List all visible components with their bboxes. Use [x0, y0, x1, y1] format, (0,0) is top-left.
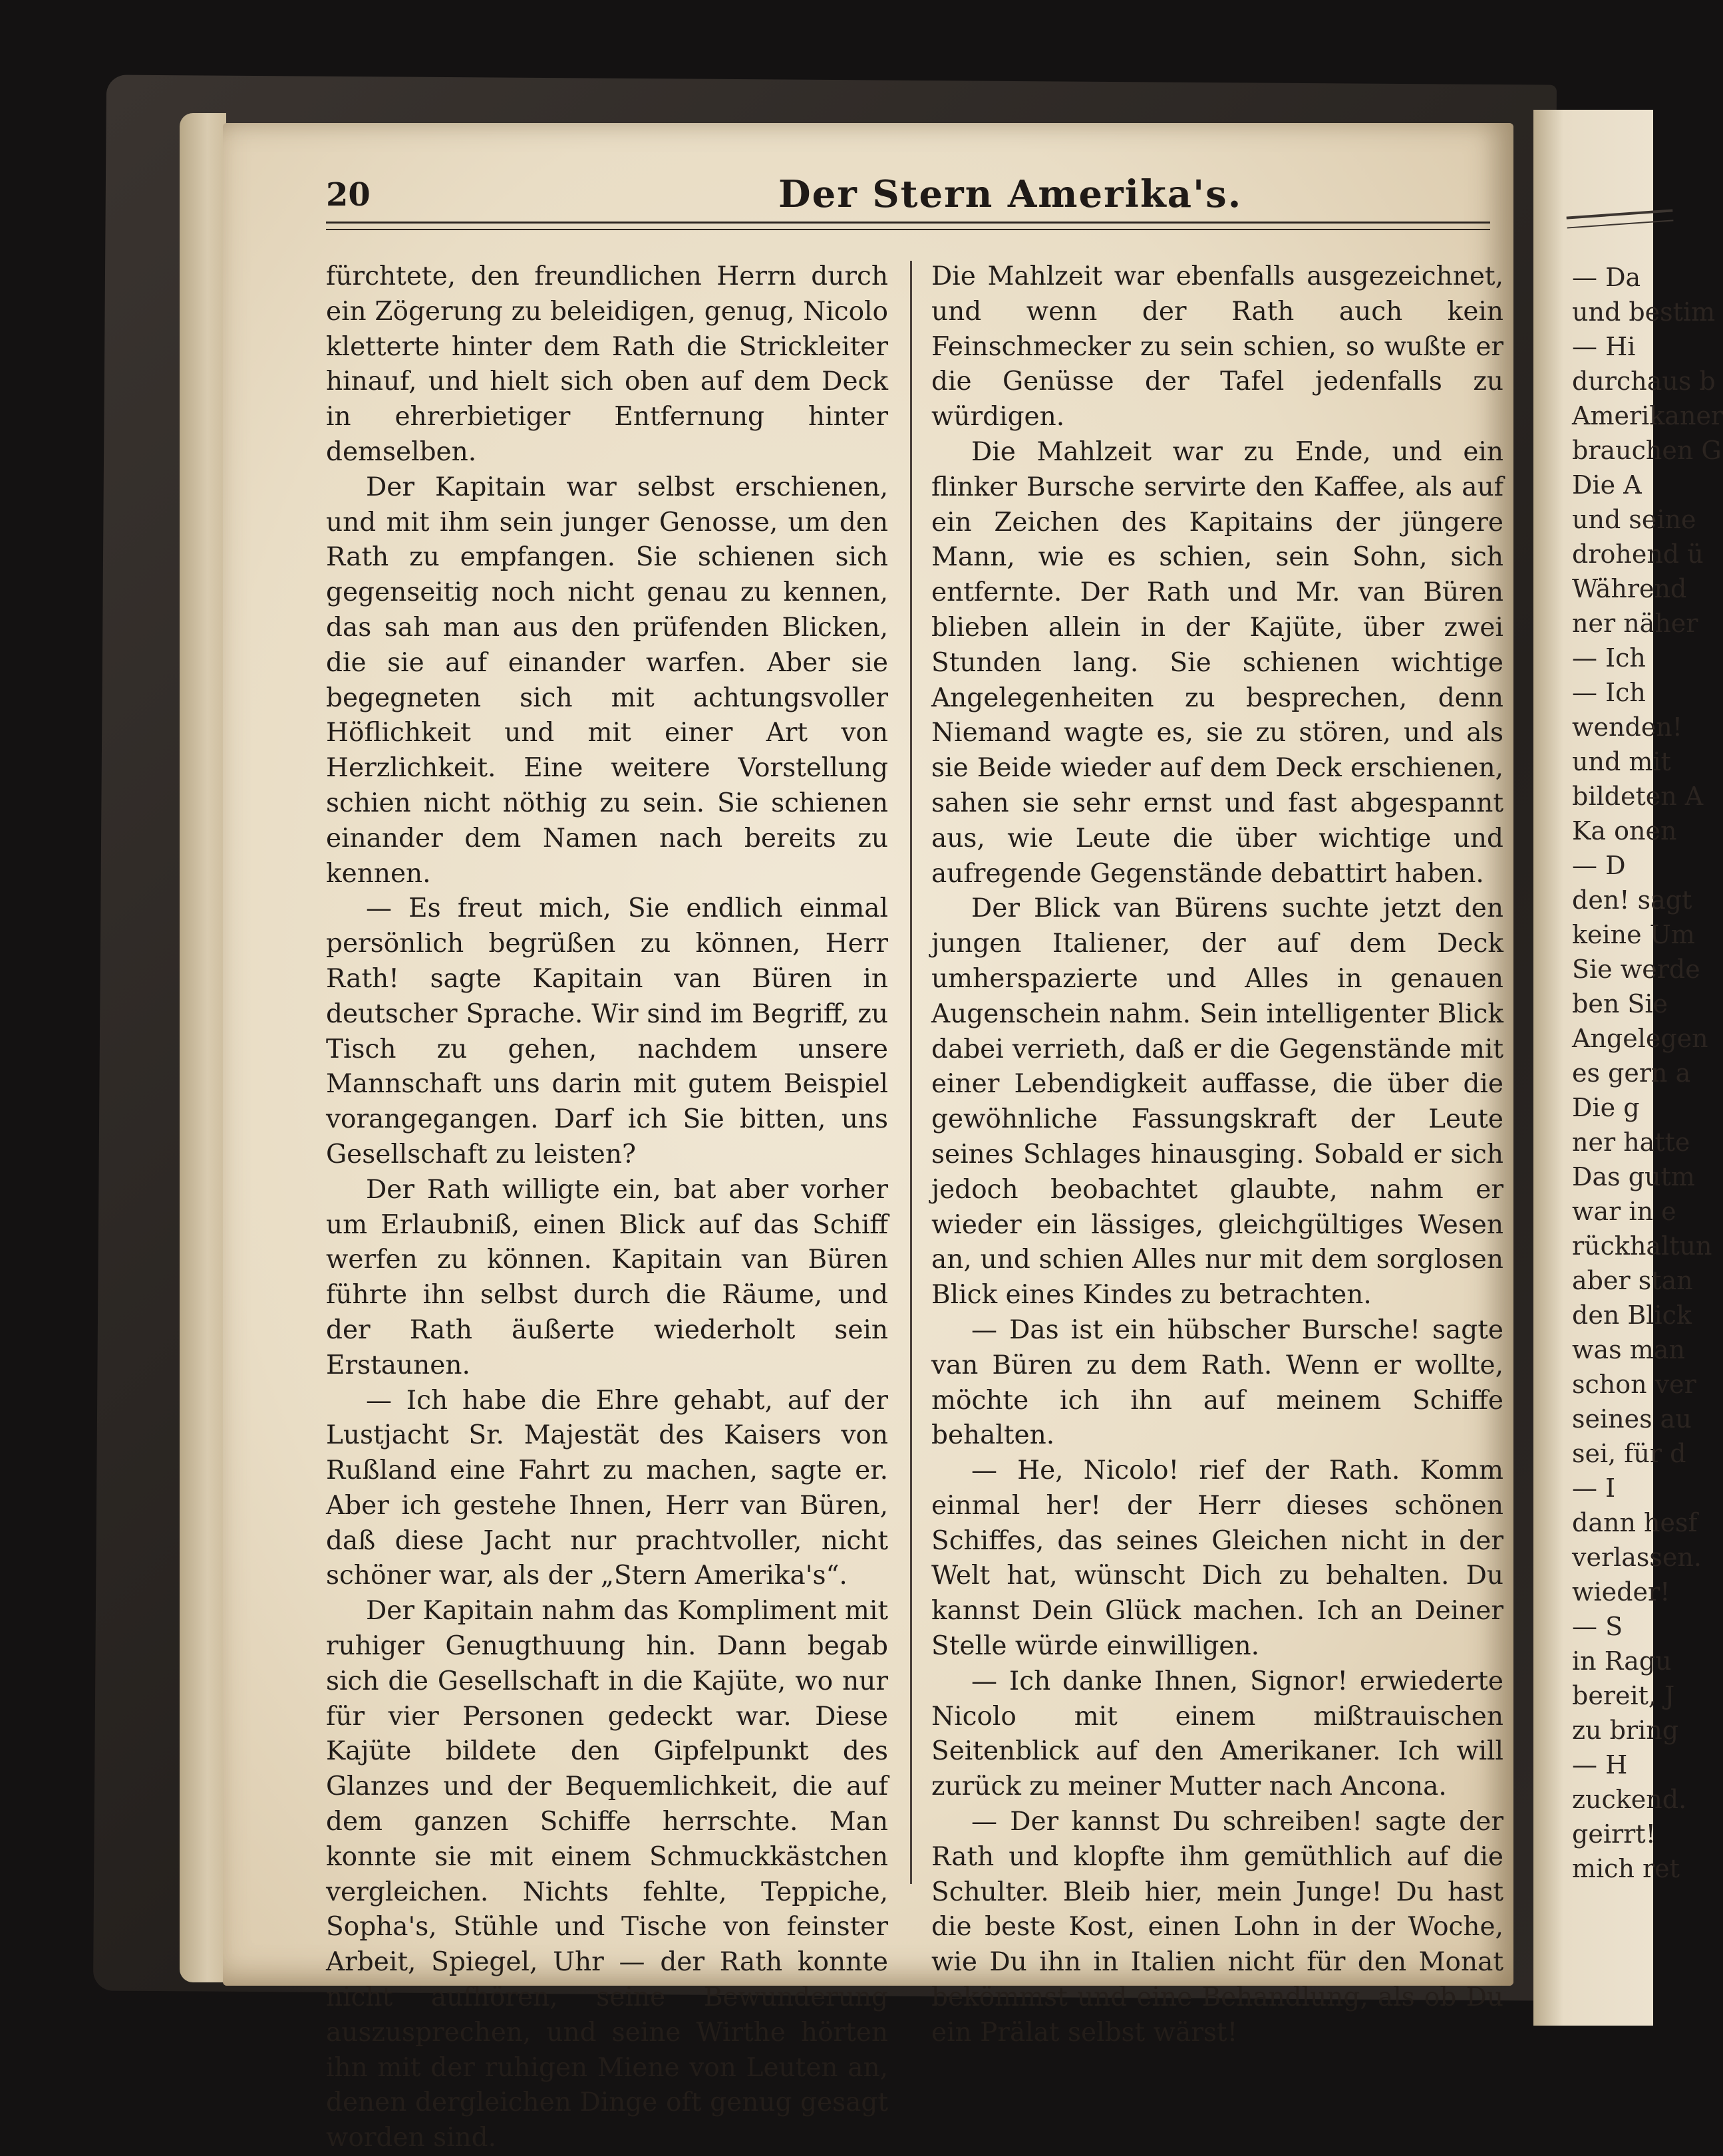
paragraph: fürchtete, den freundlichen Herrn durch ein Zögerung zu beleidigen, genug, Nicolo kletterte hinter dem Rath die Strickleiter hinauf, und hielt sich oben auf dem Deck in ehrerbietiger Entfernung hinter demselben.	[326, 261, 888, 467]
next-page-line: schon ver	[1572, 1370, 1696, 1399]
next-page-line: zu bring	[1572, 1716, 1679, 1745]
next-page-line: bereit, J	[1572, 1681, 1675, 1710]
next-page-line: geirrt!	[1572, 1819, 1656, 1849]
next-page-line: Ka onen	[1572, 816, 1677, 846]
next-page-line: Die A	[1572, 470, 1642, 500]
column-divider	[910, 261, 912, 1884]
next-page-line: drohend ü	[1572, 539, 1704, 569]
next-page-line: und seine	[1572, 505, 1696, 534]
next-page-line: verlassen.	[1572, 1543, 1702, 1572]
next-page-line: Sie werde	[1572, 955, 1700, 984]
next-page-line: brauchen G	[1572, 436, 1722, 465]
next-page-line: ner näher	[1572, 609, 1698, 638]
paragraph: Die Mahlzeit war ebenfalls ausgezeichnet, und wenn der Rath auch kein Feinschmecker zu sein schien, so wußte er die Genüsse der Tafel jedenfalls zu würdigen.	[931, 261, 1503, 432]
next-page-line: rückhaltun	[1572, 1231, 1712, 1261]
paragraph: — Der kannst Du schreiben! sagte der Rath und klopfte ihm gemüthlich auf die Schulter. Bleib hier, mein Junge! Du hast die beste Kost, einen Lohn in der Woche, wie Du ihn in Italien nicht für den Monat bekömmst und eine Behandlung, als ob Du ein Prälat selbst wärst!	[931, 1807, 1503, 2048]
paragraph: Der Rath willigte ein, bat aber vorher um Erlaubniß, einen Blick auf das Schiff werfen zu können. Kapitain van Büren führte ihn selbst durch die Räume, und der Rath äußerte wiederholt sein Erstaunen.	[326, 1174, 888, 1380]
next-page-line: mich ret	[1572, 1854, 1680, 1883]
next-page-line: Die g	[1572, 1093, 1640, 1122]
right-column	[931, 259, 1503, 2048]
next-page-line: — D	[1572, 851, 1626, 880]
next-page-line: in Ragu	[1572, 1646, 1672, 1676]
next-page-line: ben Sie	[1572, 989, 1668, 1018]
page-header	[326, 172, 1490, 223]
header-rule	[326, 222, 1490, 230]
page-number: 20	[326, 176, 371, 214]
next-page-fragment	[1533, 110, 1723, 2026]
paragraph: Der Kapitain war selbst erschienen, und mit ihm sein junger Genosse, um den Rath zu empfangen. Sie schienen sich gegenseitig noch nicht genau zu kennen, das sah man aus den prüfenden Blicken, die sie auf einander warfen. Aber sie begegneten sich mit achtungsvoller Höflichkeit und mit einer Art von Herzlichkeit. Eine weitere Vorstellung schien nicht nöthig zu sein. Sie schienen einander dem Namen nach bereits zu kennen.	[326, 472, 888, 889]
paragraph: — Das ist ein hübscher Bursche! sagte van Büren zu dem Rath. Wenn er wollte, möchte ich ihn auf meinem Schiffe behalten.	[931, 1314, 1503, 1451]
next-page-line: Das gutm	[1572, 1162, 1695, 1191]
paragraph: — Ich habe die Ehre gehabt, auf der Lustjacht Sr. Majestät des Kaisers von Rußland eine Fahrt zu machen, sagte er. Aber ich gestehe Ihnen, Herr van Büren, daß diese Jacht nur prachtvoller, nicht schöner war, als der „Stern Amerika's“.	[326, 1385, 888, 1591]
paragraph: — He, Nicolo! rief der Rath. Komm einmal her! der Herr dieses schönen Schiffes, das seines Gleichen nicht in der Welt hat, wünscht Dich zu behalten. Du kannst Dein Glück machen. Ich an Deiner Stelle würde einwilligen.	[931, 1456, 1503, 1662]
next-page-line: Während	[1572, 574, 1687, 603]
next-page-line: dann hesf	[1572, 1508, 1698, 1537]
next-page-line: keine Um	[1572, 920, 1695, 949]
next-page-line: und mit	[1572, 747, 1671, 776]
left-column	[326, 259, 888, 2153]
paragraph: Die Mahlzeit war zu Ende, und ein flinker Bursche servirte den Kaffee, als auf ein Zeichen des Kapitains der jüngere Mann, wie es schien, sein Sohn, sich entfernte. Der Rath und Mr. van Büren blieben allein in der Kajüte, über zwei Stunden lang. Sie schienen wichtige Angelegenheiten zu besprechen, denn Niemand wagte es, sie zu stören, und als sie Beide wieder auf dem Deck erschienen, sahen sie sehr ernst und fast abgespannt aus, wie Leute die über wichtige und aufregende Gegenstände debattirt haben.	[931, 436, 1503, 889]
page-edge	[180, 113, 226, 1982]
next-page-line: durchaus b	[1572, 367, 1716, 396]
next-page-line: — Ich	[1572, 678, 1646, 707]
next-page-line: — Da	[1572, 263, 1641, 292]
next-page-line: — Ich	[1572, 643, 1646, 673]
next-page-line: zuckend.	[1572, 1785, 1687, 1814]
next-page-line: wenden!	[1572, 712, 1683, 742]
next-page-line: seines au	[1572, 1404, 1692, 1434]
paragraph: — Es freut mich, Sie endlich einmal persönlich begrüßen zu können, Herr Rath! sagte Kapitain van Büren in deutscher Sprache. Wir sind im Begriff, zu Tisch zu gehen, nachdem unsere Mannschaft uns darin mit gutem Beispiel vorangegangen. Darf ich Sie bitten, uns Gesellschaft zu leisten?	[326, 893, 888, 1169]
next-page-line: was man	[1572, 1335, 1685, 1364]
next-page-line: — H	[1572, 1750, 1628, 1779]
next-page-line: Angelegen	[1572, 1024, 1708, 1053]
next-page-line: sei, für d	[1572, 1439, 1686, 1468]
next-page-line: — S	[1572, 1612, 1623, 1641]
next-page-line: — Hi	[1572, 332, 1636, 361]
next-page-line: den Blick	[1572, 1301, 1692, 1330]
paragraph: Der Blick van Bürens suchte jetzt den jungen Italiener, der auf dem Deck umherspazierte und Alles in genauen Augenschein nahm. Sein intelligenter Blick dabei verrieth, daß er die Gegenstände mit einer Lebendigkeit auffasse, die über die gewöhnliche Fassungskraft der Leute seines Schlages hinausging. Sobald er sich jedoch beobachtet glaubte, nahm er wieder ein lässiges, gleichgültiges Wesen an, und schien Alles nur mit dem sorglosen Blick eines Kindes zu betrachten.	[931, 893, 1503, 1310]
next-page-line: es gern a	[1572, 1058, 1691, 1088]
next-page-line: wieder!	[1572, 1577, 1670, 1607]
next-page-line: aber stan	[1572, 1266, 1693, 1295]
paragraph: — Ich danke Ihnen, Signor! erwiederte Nicolo mit einem mißtrauischen Seitenblick auf den Amerikaner. Ich will zurück zu meiner Mutter nach Ancona.	[931, 1666, 1503, 1802]
next-page-line: war in e	[1572, 1197, 1676, 1226]
paragraph: Der Kapitain nahm das Kompliment mit ruhiger Genugthuung hin. Dann begab sich die Gesellschaft in die Kajüte, wo nur für vier Personen gedeckt war. Diese Kajüte bildete den Gipfelpunkt des Glanzes und der Bequemlichkeit, die auf dem ganzen Schiffe herrschte. Man konnte sie mit einem Schmuckkästchen vergleichen. Nichts fehlte, Teppiche, Sopha's, Stühle und Tische von feinster Arbeit, Spiegel, Uhr — der Rath konnte nicht aufhören, seine Bewunderung auszusprechen, und seine Wirthe hörten ihn mit der ruhigen Miene von Leuten an, denen dergleichen Dinge oft genug gesagt worden sind.	[326, 1596, 888, 2153]
next-page-line: ner hatte	[1572, 1128, 1690, 1157]
next-page-rule	[1567, 209, 1674, 228]
running-title: Der Stern Amerika's.	[778, 172, 1243, 216]
next-page-line: — I	[1572, 1473, 1616, 1503]
next-page-line: und bestim	[1572, 297, 1716, 327]
next-page-line: den! sagt	[1572, 885, 1692, 915]
next-page-line: Amerikaner	[1572, 401, 1723, 430]
next-page-line: bildeten A	[1572, 782, 1704, 811]
